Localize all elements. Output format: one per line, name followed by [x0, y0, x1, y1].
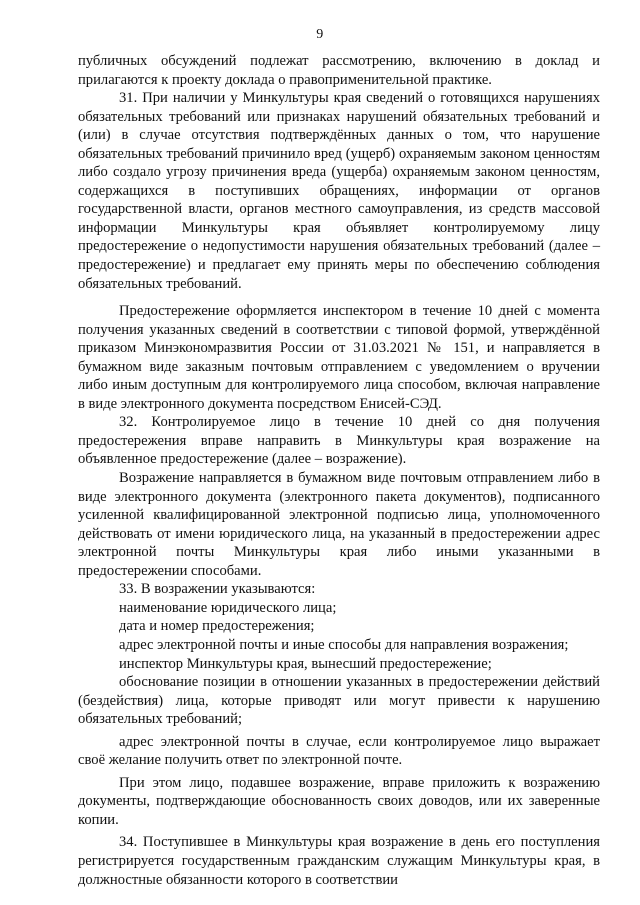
list-item-warning-date-number: дата и номер предостережения;	[119, 618, 315, 635]
paragraph-objection-delivery: Возражение направляется в бумажном виде почтовым отправлением либо в виде электронного документа (электронного пакета документов), подписанного усиленной квалифицированной электронной подписью лица, уполномоченного действовать от имени юридического лица, на указанный в предостережении адрес электронной почты Минкультуры края либо иными указанными в предостережении способами.	[78, 470, 600, 579]
list-item-entity-name: наименование юридического лица;	[119, 599, 337, 616]
paragraph-warning-issuance: Предостережение оформляется инспектором в течение 10 дней с момента получения указанных сведений в соответствии с типовой формой, утверждённой приказом Минэкономразвития России от 31.03.2021 № 151, и направляется в бумажном виде заказным почтовым отправлением с уведомлением о вручении либо иным доступным для контролируемого лица способом, включая направление в виде электронного документа посредством Енисей-СЭД.	[78, 303, 600, 412]
paragraph-32: 32. Контролируемое лицо в течение 10 дней со дня получения предостережения вправе направить в Минкультуры края возражение на объявленное предостережение (далее – возражение).	[78, 414, 600, 468]
document-body	[78, 52, 600, 889]
page-number: 9	[316, 27, 324, 42]
spacer	[78, 293, 600, 302]
paragraph-31: 31. При наличии у Минкультуры края сведений о готовящихся нарушениях обязательных требований или признаках нарушений обязательных требований и (или) в случае отсутствия подтверждённых данных о том, что нарушение обязательных требований причинило вред (ущерб) охраняемым законом ценностям либо создало угрозу причинения вреда (ущерба) охраняемым законом ценностям, содержащихся в поступивших обращениях, информации от органов государственной власти, органов местного самоуправления, из средств массовой информации Минкультуры края объявляет контролируемому лицу предостережение о недопустимости нарушения обязательных требований (далее – предостережение) и предлагает ему принять меры по обеспечению соблюдения обязательных требований.	[78, 90, 600, 292]
paragraph-34: 34. Поступившее в Минкультуры края возражение в день его поступления регистрируется государственным гражданским служащим Минкультуры края, в должностные обязанности которого в соответствии	[78, 834, 600, 888]
paragraph-attachments: При этом лицо, подавшее возражение, вправе приложить к возражению документы, подтверждающие обоснованность своих доводов, или их заверенные копии.	[78, 774, 600, 828]
list-item-email-reply: адрес электронной почты в случае, если контролируемое лицо выражает своё желание получить ответ по электронной почте.	[78, 733, 600, 769]
list-item-email-and-methods: адрес электронной почты и иные способы для направления возражения;	[119, 636, 569, 653]
paragraph-33: 33. В возражении указываются:	[119, 581, 316, 598]
paragraph-publication: публичных обсуждений подлежат рассмотрению, включению в доклад и прилагаются к проекту доклада о правоприменительной практике.	[78, 53, 600, 88]
list-item-inspector: инспектор Минкультуры края, вынесший предостережение;	[119, 655, 492, 672]
list-item-justification: обоснование позиции в отношении указанных в предостережении действий (бездействия) лица, которые приводят или могут привести к нарушению обязательных требований;	[78, 674, 600, 728]
